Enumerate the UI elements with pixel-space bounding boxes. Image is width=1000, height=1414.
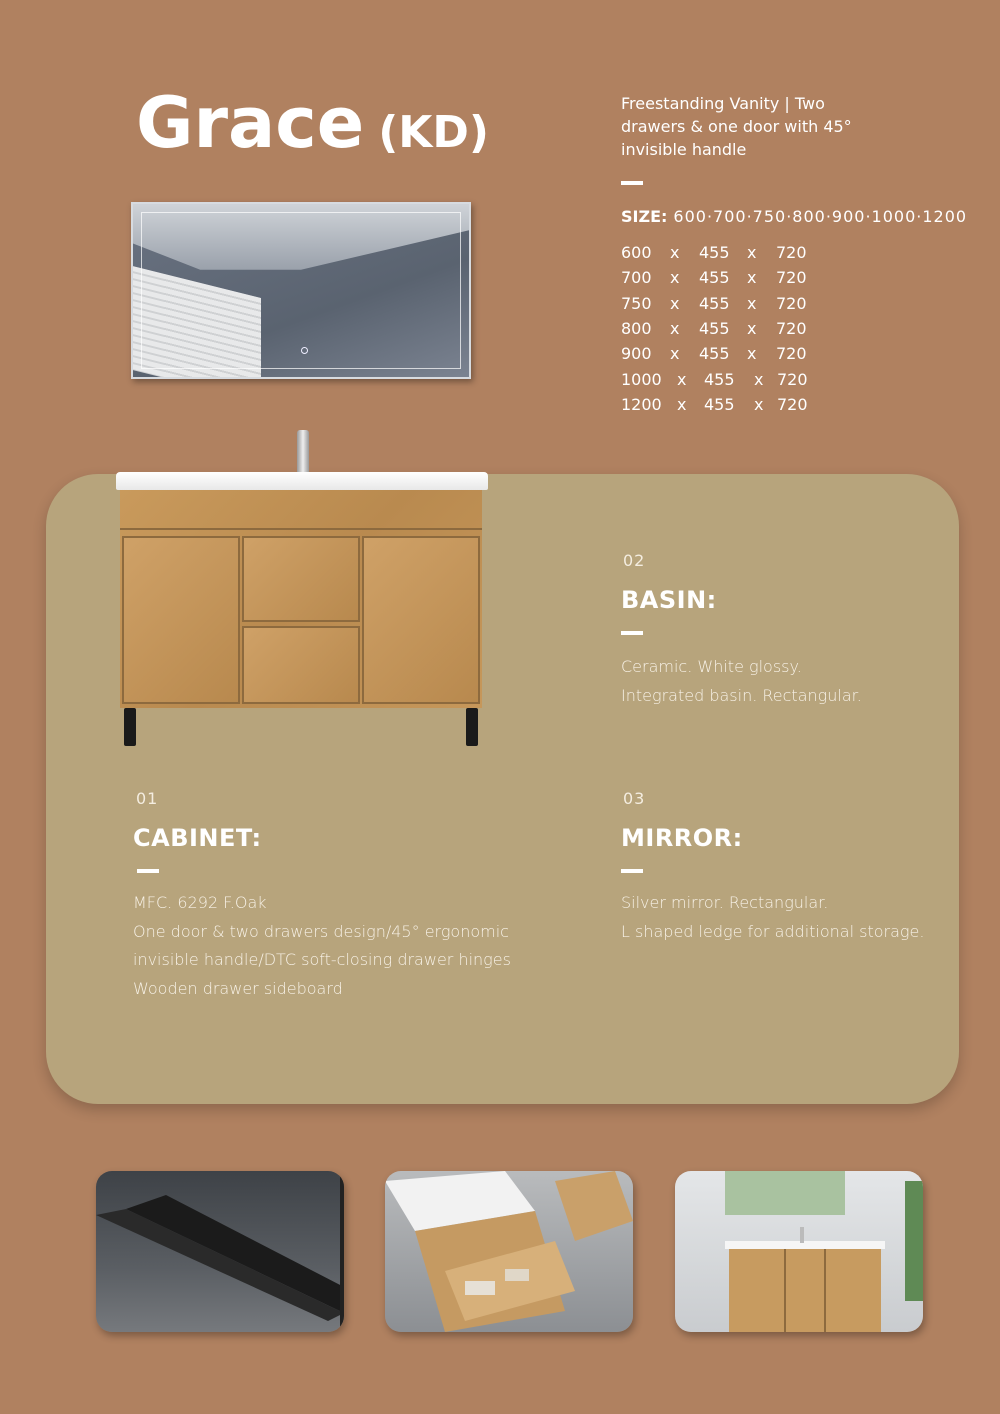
dim-sep: x — [747, 268, 757, 288]
dim-depth: 455 — [699, 319, 730, 339]
dim-sep: x — [747, 319, 757, 339]
cabinet-title: CABINET: — [133, 824, 262, 852]
divider-dash — [621, 181, 643, 185]
size-line — [621, 207, 967, 226]
dim-height: 720 — [776, 243, 807, 263]
mirror-title: MIRROR: — [621, 824, 743, 852]
product-code: (KD) — [378, 107, 490, 158]
photo-open-drawers — [385, 1171, 633, 1332]
size-values: 600·700·750·800·900·1000·1200 — [673, 207, 968, 226]
mirror-line: Silver mirror. Rectangular. — [621, 893, 829, 912]
dim-sep: x — [677, 369, 687, 389]
dim-depth: 455 — [699, 243, 730, 263]
product-name: Grace — [136, 82, 365, 164]
dim-height: 720 — [776, 319, 807, 339]
touch-sensor-icon — [301, 347, 308, 354]
cabinet-number: 01 — [136, 789, 159, 808]
cabinet-line: MFC. 6292 F.Oak — [133, 893, 267, 912]
cabinet-drawer-top — [242, 536, 360, 622]
divider-dash — [137, 869, 159, 873]
dim-sep: x — [747, 243, 757, 263]
cabinet-description — [133, 889, 511, 1004]
cabinet-line: Wooden drawer sideboard — [133, 979, 343, 999]
dim-width: 600 — [621, 243, 652, 263]
cabinet-line: One door & two drawers design/45° ergonomic — [133, 921, 509, 941]
dim-width: 800 — [621, 319, 652, 339]
dim-width: 1200 — [621, 394, 662, 414]
dim-sep: x — [670, 344, 680, 364]
dim-depth: 455 — [704, 369, 735, 389]
dimension-row — [621, 240, 808, 265]
basin-line: Integrated basin. Rectangular. — [621, 685, 862, 705]
cabinet-door-left — [122, 536, 240, 704]
dim-height: 720 — [777, 394, 808, 414]
dim-depth: 455 — [699, 268, 730, 288]
cabinet-body — [120, 490, 482, 708]
mirror-line: L shaped ledge for additional storage. — [621, 921, 925, 941]
dim-sep: x — [670, 243, 680, 263]
basin-number: 02 — [623, 551, 646, 570]
dim-sep: x — [670, 293, 680, 313]
tap-icon — [297, 430, 309, 476]
product-subtitle: Freestanding Vanity | Two drawers & one door with 45° invisible handle — [621, 94, 852, 159]
dim-height: 720 — [776, 268, 807, 288]
dim-sep: x — [747, 293, 757, 313]
cabinet-door-right — [362, 536, 480, 704]
dimension-row — [621, 316, 808, 341]
dim-depth: 455 — [699, 293, 730, 313]
mirror-description — [621, 889, 924, 946]
dim-depth: 455 — [704, 394, 735, 414]
cabinet-top-rail — [120, 490, 482, 530]
basin-title: BASIN: — [621, 586, 717, 614]
dimension-row — [621, 341, 808, 366]
dim-sep: x — [670, 268, 680, 288]
dimensions-table — [621, 240, 808, 417]
basin-top — [116, 472, 488, 490]
mirror-number: 03 — [623, 789, 646, 808]
room-illustration — [675, 1171, 923, 1332]
dim-width: 900 — [621, 344, 652, 364]
dimension-row — [621, 291, 808, 316]
divider-dash — [621, 631, 643, 635]
dim-height: 720 — [776, 293, 807, 313]
divider-dash — [621, 869, 643, 873]
product-title — [136, 82, 489, 164]
dim-width: 1000 — [621, 369, 662, 389]
mirror-frame-line — [141, 212, 461, 369]
vanity-image — [114, 430, 488, 748]
basin-description — [621, 653, 862, 710]
mirror-image — [131, 202, 471, 379]
dim-sep: x — [670, 319, 680, 339]
drawers-illustration — [385, 1171, 633, 1332]
cabinet-line: invisible handle/DTC soft-closing drawer hinges — [133, 950, 511, 970]
dimension-row — [621, 392, 808, 417]
dim-height: 720 — [776, 344, 807, 364]
dim-depth: 455 — [699, 344, 730, 364]
dimension-row — [621, 265, 808, 290]
dim-sep: x — [747, 344, 757, 364]
size-label: SIZE: — [621, 207, 668, 226]
dimension-row — [621, 366, 808, 391]
photo-room-scene — [675, 1171, 923, 1332]
dim-width: 750 — [621, 293, 652, 313]
ledge-illustration — [96, 1171, 344, 1332]
dim-sep: x — [754, 369, 764, 389]
dim-height: 720 — [777, 369, 808, 389]
photo-ledge — [96, 1171, 344, 1332]
basin-line: Ceramic. White glossy. — [621, 657, 802, 676]
dim-sep: x — [677, 394, 687, 414]
cabinet-leg — [124, 708, 136, 746]
cabinet-leg — [466, 708, 478, 746]
dim-width: 700 — [621, 268, 652, 288]
dim-sep: x — [754, 394, 764, 414]
cabinet-drawer-bottom — [242, 626, 360, 704]
